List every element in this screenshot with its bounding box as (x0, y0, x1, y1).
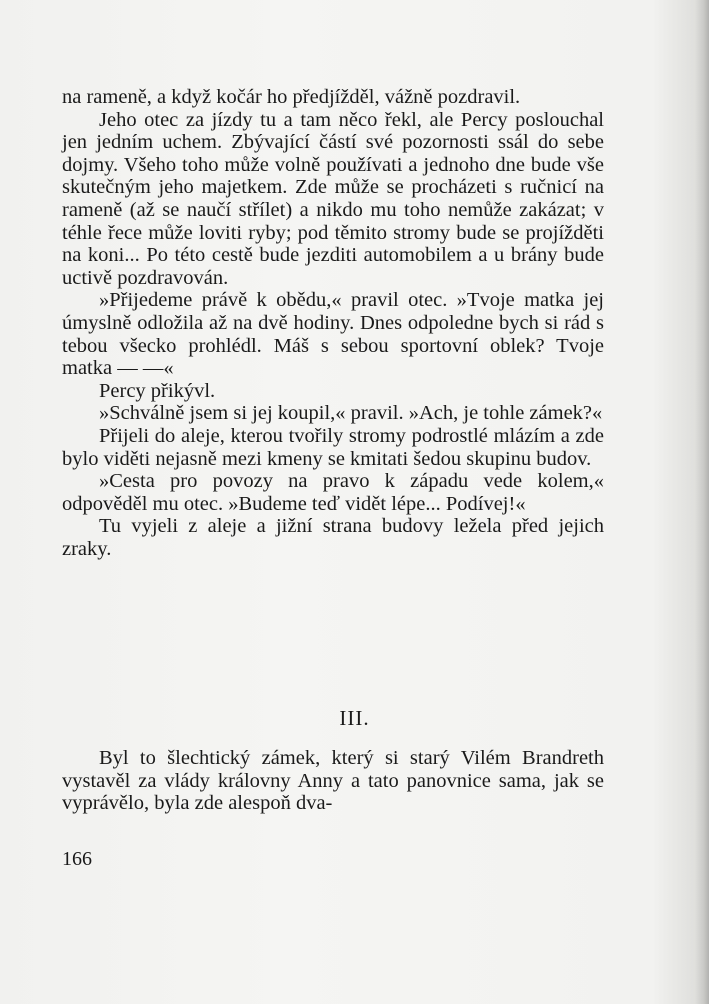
paragraph-2: Jeho otec za jízdy tu a tam něco řekl, ale Percy poslouchal jen jedním uchem. Zbývající částí své pozornosti ssál do sebe dojmy. Všeho toho může volně používati a jednoho dne bude vše skutečným jeho majetkem. Zde může se procházeti s ručnicí na rameně (až se naučí střílet) a nikdo mu toho nemůže zakázat; v téhle řece může loviti ryby; pod těmito stromy bude se projížděti na koni... Po této cestě bude jezditi automobilem a u brány bude uctivě pozdravován. (62, 108, 604, 289)
paragraph-8: Tu vyjeli z aleje a jižní strana budovy ležela před jejich zraky. (62, 515, 604, 560)
paragraph-1: na rameně, a když kočár ho předjížděl, vážně pozdravil. (62, 86, 521, 108)
chapter-body-text (62, 747, 604, 815)
paragraph-3: »Přijedeme právě k obědu,« pravil otec. »Tvoje matka jej úmyslně odložila až na dvě hodiny. Dnes odpoledne bych si rád s tebou všecko prohlédl. Máš s sebou sportovní oblek? Tvoje matka — —« (62, 289, 604, 380)
chapter-heading: III. (339, 706, 370, 730)
paragraph-4: Percy přikývl. (99, 379, 216, 402)
page-number: 166 (62, 848, 92, 870)
paragraph-7: »Cesta pro povozy na pravo k západu vede kolem,« odpověděl mu otec. »Budeme teď vidět lépe... Podívej!« (62, 470, 604, 515)
page-edge-shadow (695, 0, 709, 1004)
paragraph-6: Přijeli do aleje, kterou tvořily stromy podrostlé mlázím a zde bylo viděti nejasně mezi kmeny se kmitati šedou skupinu budov. (62, 424, 604, 470)
body-text (62, 86, 604, 560)
chapter-paragraph: Byl to šlechtický zámek, který si starý Vilém Brandreth vystavěl za vlády královny Anny a tato panovnice sama, jak se vyprávělo, byla zde alespoň dva- (62, 747, 604, 815)
paragraph-5: »Schválně jsem si jej koupil,« pravil. »Ach, je tohle zámek?« (99, 402, 603, 425)
